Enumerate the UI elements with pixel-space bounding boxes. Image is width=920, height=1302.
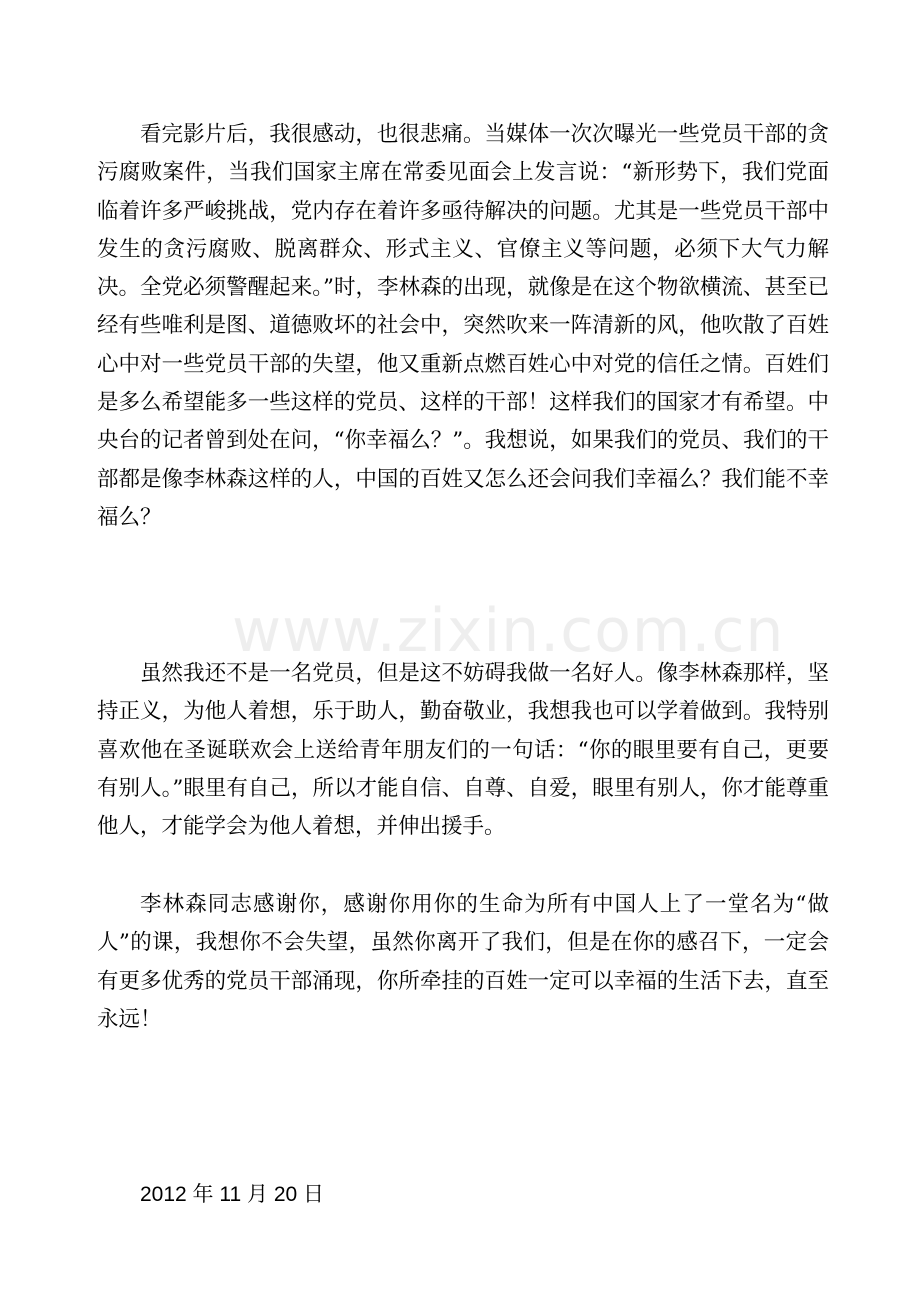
paragraph-2: 虽然我还不是一名党员，但是这不妨碍我做一名好人。像李林森那样，坚持正义，为他人着想，乐于助人，勤奋敬业，我想我也可以学着做到。我特别喜欢他在圣诞联欢会上送给青年朋友们的一句话：“你的眼里要有自己，更要有别人。”眼里有自己，所以才能自信、自尊、自爱，眼里有别人，你才能尊重他人，才能学会为他人着想，并伸出援手。 <box>97 661 829 840</box>
watermark: www.zixin.com.cn <box>232 596 785 666</box>
date-line: 2012 年 11 月 20 日 <box>140 1183 325 1206</box>
paragraph-3: 李林森同志感谢你，感谢你用你的生命为所有中国人上了一堂名为“做人”的课，我想你不会失望，虽然你离开了我们，但是在你的感召下，一定会有更多优秀的党员干部涌现，你所牵挂的百姓一定可以幸福的生活下去，直至永远！ <box>97 892 829 1032</box>
paragraph-1: 看完影片后，我很感动，也很悲痛。当媒体一次次曝光一些党员干部的贪污腐败案件，当我们国家主席在常委见面会上发言说：“新形势下，我们党面临着许多严峻挑战，党内存在着许多亟待解决的问题。尤其是一些党员干部中发生的贪污腐败、脱离群众、形式主义、官僚主义等问题，必须下大气力解决。全党必须警醒起来。”时，李林森的出现，就像是在这个物欲横流、甚至已经有些唯利是图、道德败坏的社会中，突然吹来一阵清新的风，他吹散了百姓心中对一些党员干部的失望，他又重新点燃百姓心中对党的信任之情。百姓们是多么希望能多一些这样的党员、这样的干部！这样我们的国家才有希望。中央台的记者曾到处在问，“你幸福么？”。我想说，如果我们的党员、我们的干部都是像李林森这样的人，中国的百姓又怎么还会问我们幸福么？我们能不幸福么？ <box>97 122 829 530</box>
